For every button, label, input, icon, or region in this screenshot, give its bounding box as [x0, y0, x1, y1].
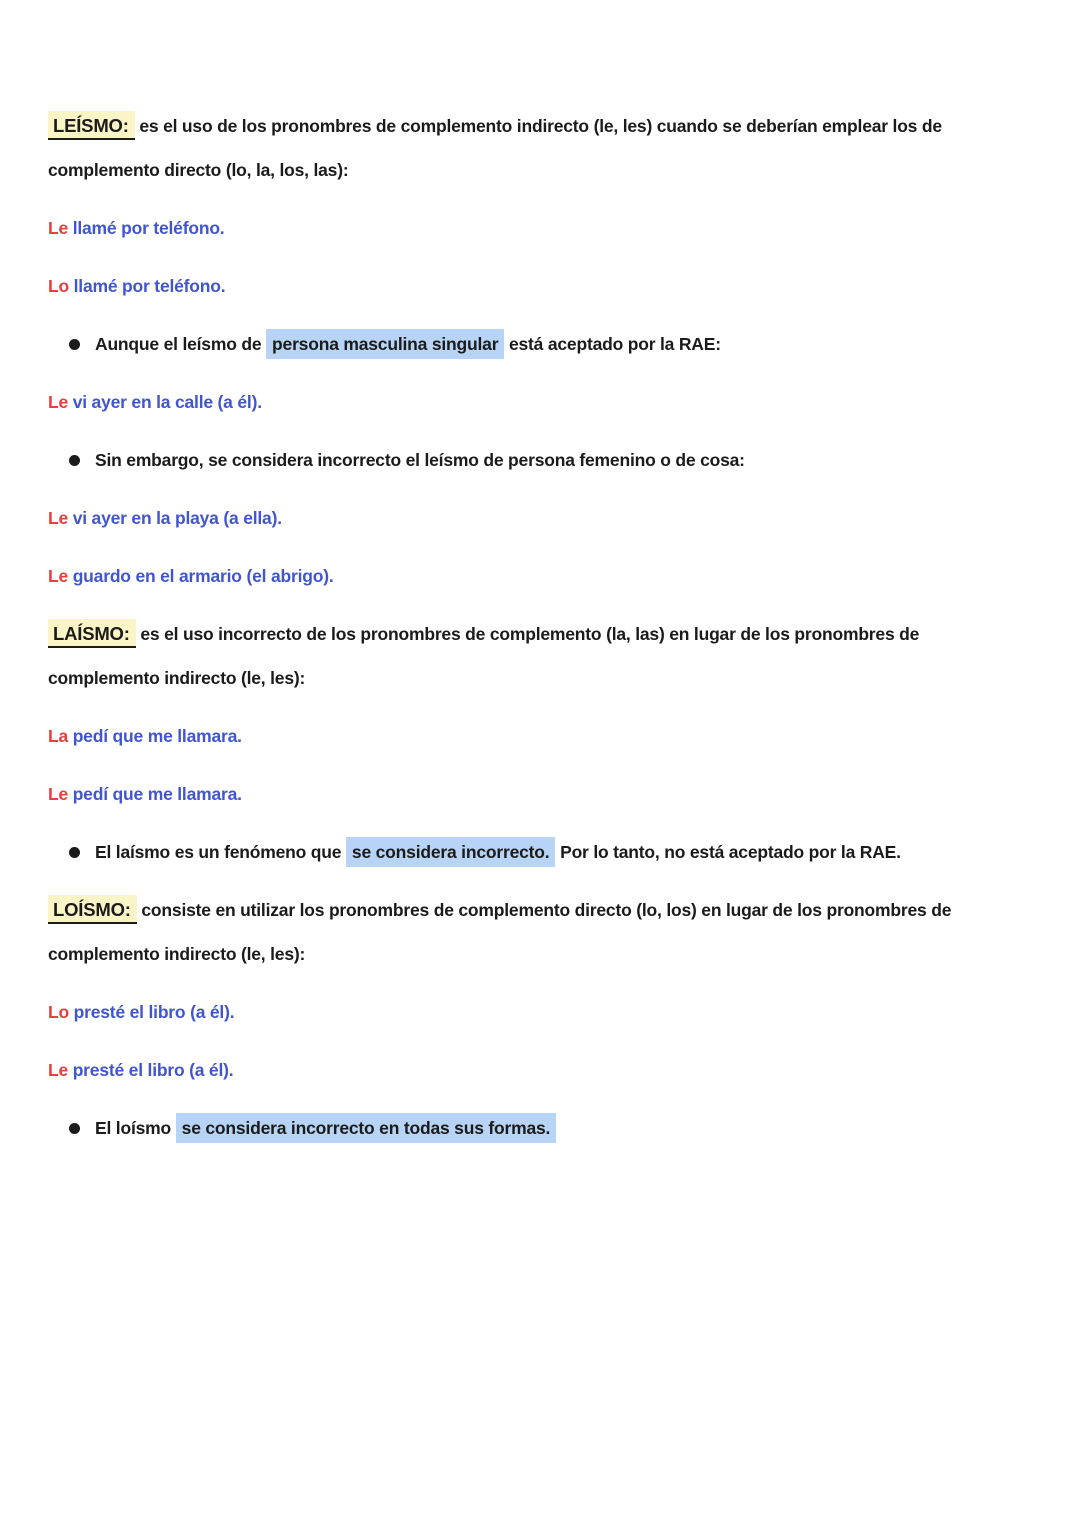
- paragraph: [48, 1048, 988, 1092]
- text-run: es el uso incorrecto de los pronombres de complemento (la, las) en lugar de los pronombres de complemento indirecto (le, les):: [48, 624, 924, 688]
- pronoun-prefix: La: [48, 726, 69, 746]
- example-sentence-text: llamé por teléfono.: [68, 218, 225, 238]
- pronoun-prefix: Le: [48, 784, 69, 804]
- example-sentence-text: pedí que me llamara.: [68, 784, 242, 804]
- pronoun-prefix: Le: [48, 1060, 69, 1080]
- highlighted-phrase: se considera incorrecto en todas sus formas.: [176, 1113, 557, 1143]
- pronoun-prefix: Lo: [48, 1002, 69, 1022]
- text-run: El loísmo: [95, 1118, 176, 1138]
- paragraph: [48, 206, 988, 250]
- section-heading: LEÍSMO:: [48, 111, 135, 140]
- bullet-item: [48, 830, 988, 874]
- paragraph: [48, 990, 988, 1034]
- pronoun-prefix: Le: [48, 218, 69, 238]
- text-run: Por lo tanto, no está aceptado por la RAE.: [555, 842, 901, 862]
- example-sentence-text: pedí que me llamara.: [68, 726, 242, 746]
- paragraph: [48, 714, 988, 758]
- bullet-dot: [69, 1123, 80, 1134]
- text-run: Aunque el leísmo de: [95, 334, 267, 354]
- pronoun-prefix: Lo: [48, 276, 69, 296]
- section-heading: LOÍSMO:: [48, 895, 137, 924]
- paragraph: [48, 496, 988, 540]
- bullet-dot: [69, 339, 80, 350]
- paragraph: [48, 554, 988, 598]
- text-run: consiste en utilizar los pronombres de complemento directo (lo, los) en lugar de los pronombres de complemento indirecto (le, les):: [48, 900, 956, 964]
- bullet-dot: [69, 455, 80, 466]
- text-run: está aceptado por la RAE:: [504, 334, 721, 354]
- example-sentence-text: presté el libro (a él).: [68, 1002, 235, 1022]
- example-sentence-text: guardo en el armario (el abrigo).: [68, 566, 334, 586]
- bullet-item: [48, 322, 988, 366]
- bullet-item: [48, 438, 988, 482]
- example-sentence-text: vi ayer en la calle (a él).: [68, 392, 262, 412]
- pronoun-prefix: Le: [48, 508, 69, 528]
- text-run: Sin embargo, se considera incorrecto el leísmo de persona femenino o de cosa:: [95, 450, 745, 470]
- bullet-dot: [69, 847, 80, 858]
- bullet-item: [48, 1106, 988, 1150]
- paragraph: [48, 264, 988, 308]
- text-run: es el uso de los pronombres de complemento indirecto (le, les) cuando se deberían emplear los de complemento directo (lo, la, los, las):: [48, 116, 947, 180]
- text-run: El laísmo es un fenómeno que: [95, 842, 346, 862]
- paragraph: [48, 612, 988, 700]
- example-sentence-text: llamé por teléfono.: [68, 276, 226, 296]
- paragraph: [48, 104, 988, 192]
- notes-content: [48, 104, 988, 1164]
- example-sentence-text: presté el libro (a él).: [68, 1060, 234, 1080]
- highlighted-phrase: persona masculina singular: [266, 329, 504, 359]
- paragraph: [48, 888, 988, 976]
- highlighted-phrase: se considera incorrecto.: [346, 837, 556, 867]
- paragraph: [48, 772, 988, 816]
- pronoun-prefix: Le: [48, 392, 69, 412]
- example-sentence-text: vi ayer en la playa (a ella).: [68, 508, 282, 528]
- paragraph: [48, 380, 988, 424]
- section-heading: LAÍSMO:: [48, 619, 136, 648]
- pronoun-prefix: Le: [48, 566, 69, 586]
